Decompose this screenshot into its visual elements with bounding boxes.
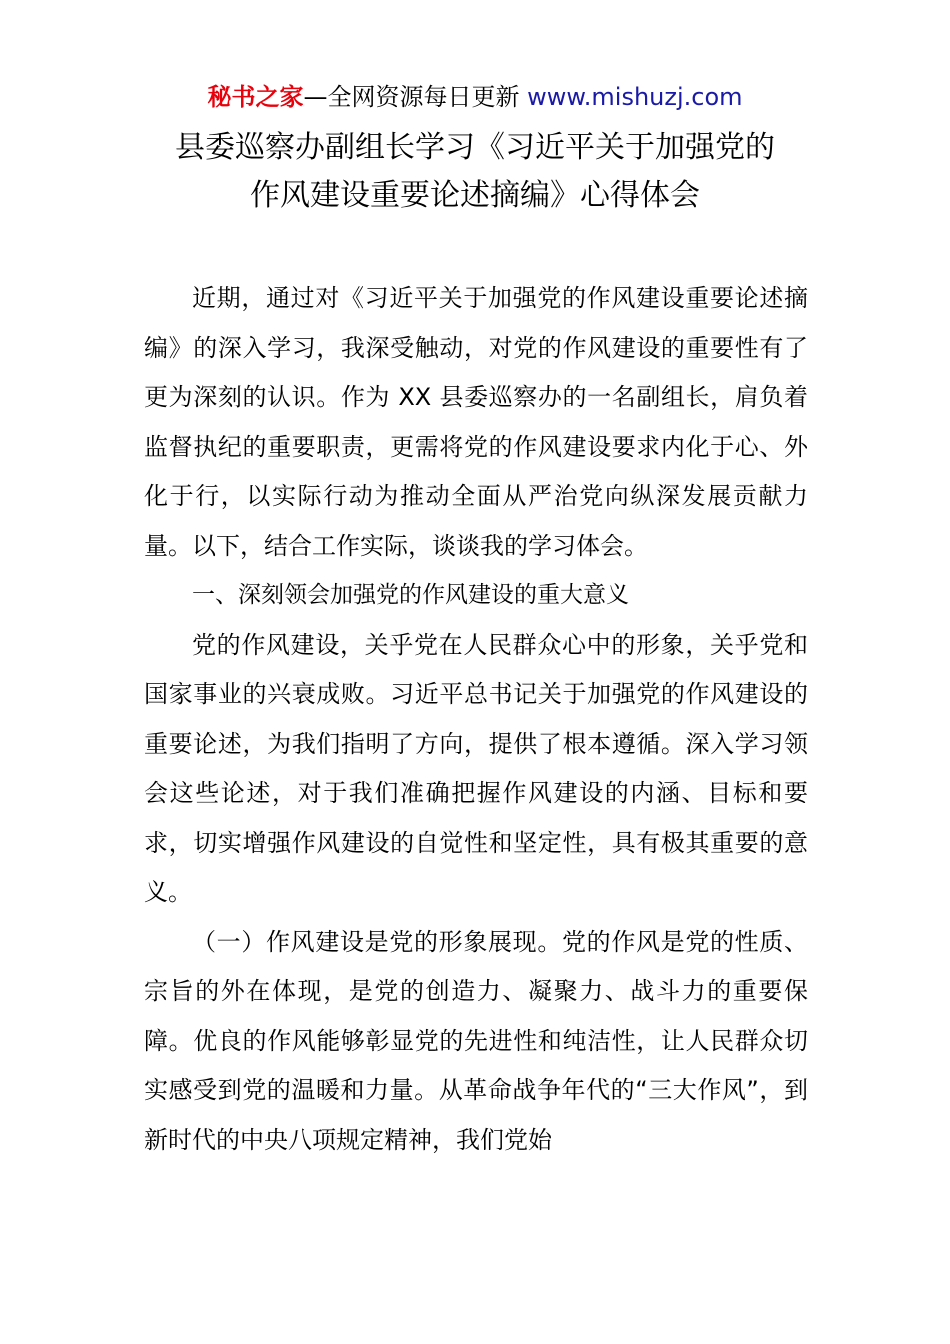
body-paragraph-2: 党的作风建设，关乎党在人民群众心中的形象，关乎党和国家事业的兴衰成败。习近平总书记关于加强党的作风建设的重要论述，为我们指明了方向，提供了根本遵循。深入学习领会这些论述，对于我们准确把握作风建设的内涵、目标和要求，切实增强作风建设的自觉性和坚定性，具有极其重要的意义。 <box>144 630 808 906</box>
site-tagline: —全网资源每日更新 <box>303 83 528 111</box>
intro-paragraph: 近期，通过对《习近平关于加强党的作风建设重要论述摘编》的深入学习，我深受触动，对党的作风建设的重要性有了更为深刻的认识。作为 XX 县委巡察办的一名副组长，肩负着监督执纪的重要职责，更需将党的作风建设要求内化于心、外化于行，以实际行动为推动全面从严治党向纵深发展贡献力量。以下，结合工作实际，谈谈我的学习体会。 <box>144 284 808 560</box>
section-heading-1: 一、深刻领会加强党的作风建设的重大意义 <box>192 582 629 608</box>
site-banner <box>0 80 950 114</box>
title-line-1: 县委巡察办副组长学习《习近平关于加强党的 <box>175 130 775 165</box>
document-title <box>0 124 950 220</box>
body-paragraph-3: （一）作风建设是党的形象展现。党的作风是党的性质、宗旨的外在体现，是党的创造力、凝聚力、战斗力的重要保障。优良的作风能够彰显党的先进性和纯洁性，让人民群众切实感受到党的温暖和力量。从革命战争年代的“三大作风”，到新时代的中央八项规定精神，我们党始 <box>144 927 808 1154</box>
document-body <box>144 274 808 1165</box>
title-line-2: 作风建设重要论述摘编》心得体会 <box>250 178 700 213</box>
site-brand: 秘书之家 <box>207 83 304 111</box>
site-url-link[interactable]: www.mishuzj.com <box>527 83 743 111</box>
